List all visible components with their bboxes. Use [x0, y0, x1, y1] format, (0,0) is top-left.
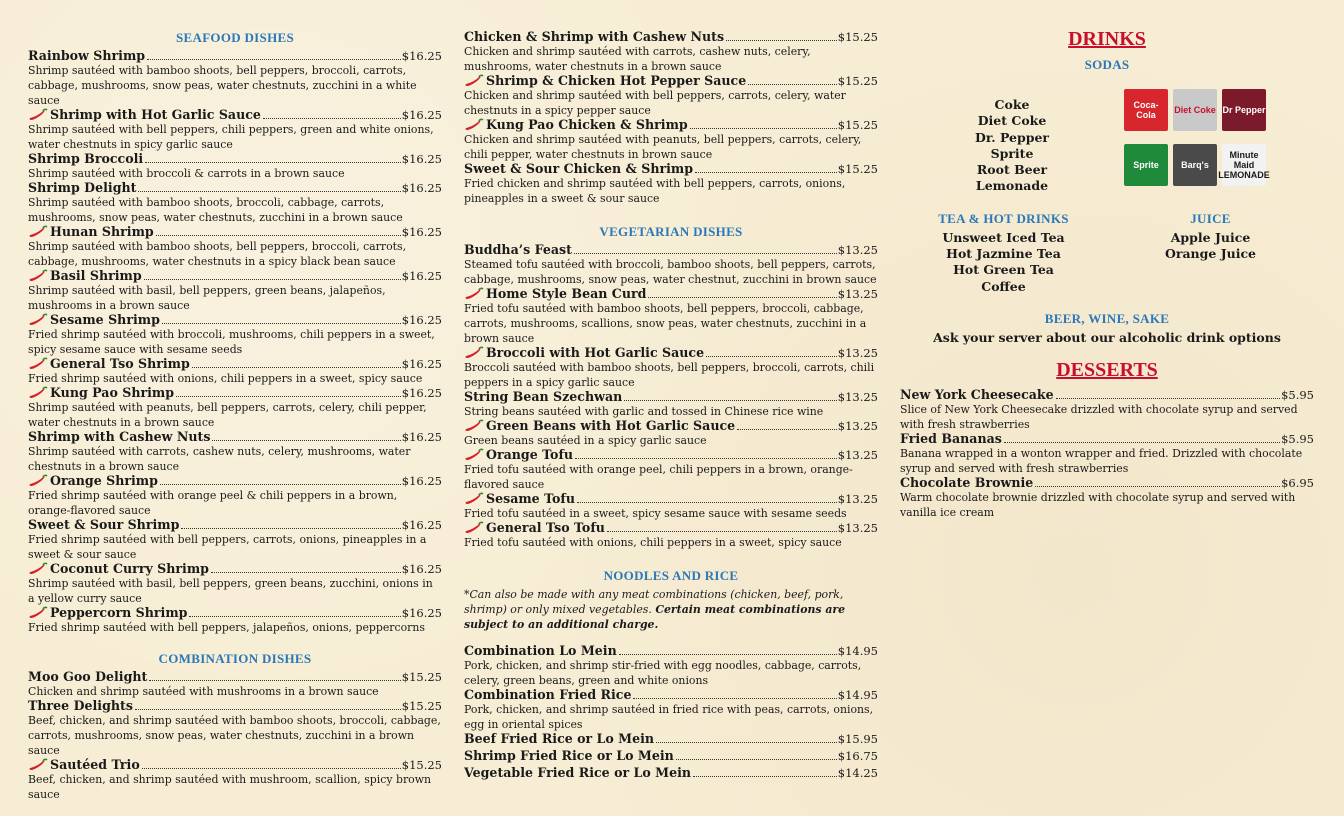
noodles-note	[464, 587, 878, 632]
menu-item-line	[28, 181, 442, 195]
chili-pepper-icon	[28, 386, 48, 400]
chili-pepper-icon	[28, 108, 48, 122]
menu-item-line	[28, 386, 442, 400]
dr-pepper-logo: Dr Pepper	[1222, 89, 1266, 131]
menu-item	[28, 562, 442, 606]
menu-item-description: Fried shrimp sautéed with bell peppers, carrots, onions, pineapples in a sweet & sour sauce	[28, 533, 427, 561]
menu-item-price: $15.25	[837, 74, 878, 88]
menu-item-price: $16.25	[401, 357, 442, 371]
menu-item-description: Pork, chicken, and shrimp stir-fried with egg noodles, cabbage, carrots, celery, green beans, green and white onions	[464, 659, 862, 687]
menu-item-description: Fried tofu sautéed in a sweet, spicy sesame sauce with sesame seeds	[464, 507, 847, 520]
dot-leader	[212, 440, 400, 441]
chili-pepper-icon	[464, 492, 484, 506]
menu-item-description: Shrimp sautéed with bamboo shoots, broccoli, cabbage, carrots, mushrooms, snow peas, water chestnuts, zucchini in a brown sauce	[28, 196, 403, 224]
menu-item-name: Broccoli with Hot Garlic Sauce	[486, 345, 705, 360]
seafood-list	[28, 49, 442, 635]
juice-title: JUICE	[1190, 210, 1231, 226]
menu-item-description: Steamed tofu sautéed with broccoli, bamboo shoots, bell peppers, carrots, cabbage, mushrooms, snow peas, water chestnut, zucchini in brown sauce	[464, 258, 877, 286]
menu-item-price: $13.25	[837, 346, 878, 360]
drinks-title: DRINKS	[1068, 28, 1146, 50]
dot-leader	[633, 698, 836, 699]
menu-item-name: Basil Shrimp	[50, 268, 142, 283]
menu-item-line	[464, 492, 878, 506]
menu-item	[464, 419, 878, 448]
menu-item-name: Moo Goo Delight	[28, 669, 148, 684]
menu-item-line	[28, 357, 442, 371]
menu-item-name: Kung Pao Chicken & Shrimp	[486, 117, 688, 132]
menu-item	[900, 388, 1314, 432]
menu-item-name: Rainbow Shrimp	[28, 48, 146, 63]
beer-note: Ask your server about our alcoholic drink options	[933, 329, 1281, 345]
menu-item	[464, 766, 878, 780]
menu-item-price: $16.75	[837, 749, 878, 763]
dot-leader	[624, 400, 836, 401]
menu-item-line	[464, 732, 878, 746]
chili-pepper-icon	[28, 225, 48, 239]
menu-item-line	[464, 162, 878, 176]
combination-section-title: COMBINATION DISHES	[158, 651, 312, 666]
menu-item	[28, 108, 442, 152]
menu-item-description: Shrimp sautéed with basil, bell peppers, green beans, jalapeños, mushrooms in a brown sauce	[28, 284, 386, 312]
dot-leader	[149, 680, 400, 681]
menu-item-description: Slice of New York Cheesecake drizzled with chocolate syrup and served with fresh strawberries	[900, 402, 1298, 431]
menu-item-description: Fried shrimp sautéed with orange peel & chili peppers in a brown, orange-flavored sauce	[28, 489, 398, 517]
dot-leader	[574, 253, 837, 254]
menu-item-description: Broccoli sautéed with bamboo shoots, bell peppers, broccoli, carrots, chili peppers in a spicy garlic sauce	[464, 361, 875, 389]
menu-item-price: $5.95	[1281, 431, 1314, 446]
chili-pepper-icon	[28, 313, 48, 327]
menu-item-name: Chocolate Brownie	[900, 474, 1034, 490]
menu-item-description: Fried tofu sautéed with orange peel, chili peppers in a brown, orange-flavored sauce	[464, 463, 853, 491]
dot-leader	[181, 528, 400, 529]
menu-item	[28, 670, 442, 699]
menu-item	[28, 758, 442, 802]
menu-item-price: $15.25	[837, 30, 878, 44]
noodles-section-title: NOODLES AND RICE	[603, 568, 739, 583]
menu-item	[28, 49, 442, 108]
noodles-note-italic: *Can also be made with any meat combinations (chicken, beef, pork, shrimp) or only mixed vegetables.	[464, 588, 844, 616]
minute-maid-logo: Minute Maid LEMONADE	[1222, 144, 1266, 186]
tea-juice-row	[900, 209, 1314, 295]
menu-item-description: Shrimp sautéed with bell peppers, chili peppers, green and white onions, water chestnuts in spicy garlic sauce	[28, 123, 434, 151]
menu-item-description: Fried shrimp sautéed with broccoli, mushrooms, chili peppers in a sweet, spicy sesame sauce with sesame seeds	[28, 328, 435, 356]
menu-item-description: Pork, chicken, and shrimp sautéed in fried rice with peas, carrots, onions, egg in oriental spices	[464, 703, 874, 731]
menu-item-description: Shrimp sautéed with carrots, cashew nuts, celery, mushrooms, water chestnuts in a brown sauce	[28, 445, 411, 473]
menu-item-name: Hunan Shrimp	[50, 224, 154, 239]
diet-coke-logo: Diet Coke	[1173, 89, 1217, 131]
chili-pepper-icon	[464, 74, 484, 88]
menu-item	[464, 118, 878, 162]
tea-block	[900, 209, 1107, 295]
menu-item	[464, 243, 878, 287]
menu-item-name: New York Cheesecake	[900, 386, 1054, 402]
drink-item: Root Beer	[976, 162, 1048, 178]
menu-item-line	[28, 606, 442, 620]
menu-item-description: Fried tofu sautéed with bamboo shoots, bell peppers, broccoli, cabbage, carrots, mushrooms, scallions, snow peas, water chestnuts, zucchini in a brown sauce	[464, 302, 867, 345]
drink-item: Lemonade	[975, 178, 1049, 194]
dot-leader	[189, 616, 400, 617]
menu-item-price: $6.95	[1281, 475, 1314, 490]
menu-item-line	[464, 688, 878, 702]
menu-item-price: $13.25	[837, 492, 878, 506]
dot-leader	[142, 768, 401, 769]
menu-item-line	[900, 476, 1314, 490]
menu-item	[464, 346, 878, 390]
menu-item	[28, 606, 442, 635]
menu-item-line	[464, 243, 878, 257]
menu-item-price: $15.95	[837, 732, 878, 746]
menu-item-line	[28, 108, 442, 122]
chili-pepper-icon	[28, 606, 48, 620]
menu-item-price: $16.25	[401, 108, 442, 122]
menu-item-description: Beef, chicken, and shrimp sautéed with bamboo shoots, broccoli, cabbage, carrots, mushrooms, snow peas, water chestnuts, zucchini in a brown sauce	[28, 714, 441, 757]
menu-item-line	[28, 225, 442, 239]
dot-leader	[156, 235, 401, 236]
menu-item-description: Fried shrimp sautéed with onions, chili peppers in a sweet, spicy sauce	[28, 372, 423, 385]
menu-item	[464, 30, 878, 74]
drink-item: Orange Juice	[1164, 246, 1257, 262]
menu-item-line	[464, 766, 878, 780]
dot-leader	[693, 776, 837, 777]
chili-pepper-icon	[28, 474, 48, 488]
menu-item-name: Vegetable Fried Rice or Lo Mein	[464, 765, 692, 780]
menu-item	[464, 287, 878, 346]
menu-item	[464, 492, 878, 521]
menu-item	[28, 386, 442, 430]
dot-leader	[144, 279, 401, 280]
juice-block	[1107, 209, 1314, 295]
menu-item-description: Fried chicken and shrimp sautéed with bell peppers, carrots, onions, pineapples in a sweet & sour sauce	[464, 177, 846, 205]
dot-leader	[162, 323, 401, 324]
menu-item-line	[900, 388, 1314, 402]
dot-leader	[648, 297, 836, 298]
menu-item-name: Shrimp & Chicken Hot Pepper Sauce	[486, 73, 747, 88]
menu-item-line	[28, 49, 442, 63]
menu-item-price: $16.25	[401, 386, 442, 400]
menu-item-name: Coconut Curry Shrimp	[50, 561, 209, 576]
tea-title: TEA & HOT DRINKS	[938, 210, 1069, 226]
chili-pepper-icon	[464, 419, 484, 433]
dot-leader	[147, 59, 401, 60]
juice-list	[1107, 230, 1314, 263]
menu-item-description: Green beans sautéed in a spicy garlic sauce	[464, 434, 707, 447]
menu-item-line	[464, 448, 878, 462]
menu-item-line	[464, 30, 878, 44]
dot-leader	[607, 531, 837, 532]
menu-item-price: $14.95	[837, 688, 878, 702]
menu-item-name: Beef Fried Rice or Lo Mein	[464, 731, 655, 746]
dot-leader	[135, 709, 401, 710]
combination-list	[28, 670, 442, 802]
dot-leader	[1035, 486, 1280, 487]
menu-item-line	[28, 670, 442, 684]
menu-item-name: String Bean Szechwan	[464, 389, 623, 404]
menu-item-price: $14.25	[837, 766, 878, 780]
sodas-row	[900, 83, 1314, 195]
menu-item-price: $13.25	[837, 390, 878, 404]
menu-item-name: Green Beans with Hot Garlic Sauce	[486, 418, 736, 433]
menu-item-description: Warm chocolate brownie drizzled with chocolate syrup and served with vanilla ice cream	[900, 490, 1296, 519]
menu-item-line	[464, 749, 878, 763]
menu-item-price: $13.25	[837, 243, 878, 257]
noodles-note-bold: Certain meat combinations are subject to an additional charge.	[464, 603, 846, 631]
dot-leader	[192, 367, 401, 368]
menu-item-price: $16.25	[401, 49, 442, 63]
menu-item	[464, 162, 878, 206]
vegetarian-section-title: VEGETARIAN DISHES	[599, 224, 743, 239]
chili-pepper-icon	[28, 562, 48, 576]
menu-item-name: Sesame Tofu	[486, 491, 575, 506]
menu-item-line	[464, 521, 878, 535]
menu-item-description: Shrimp sautéed with peanuts, bell peppers, carrots, celery, chili pepper, water chestnuts in a brown sauce	[28, 401, 427, 429]
menu-item-line	[464, 118, 878, 132]
drink-item: Diet Coke	[977, 113, 1047, 129]
dot-leader	[145, 162, 401, 163]
seafood-section-title: SEAFOOD DISHES	[176, 30, 294, 45]
dot-leader	[748, 84, 837, 85]
drink-item: Coffee	[981, 278, 1026, 294]
dot-leader	[1004, 442, 1280, 443]
menu-item-name: Kung Pao Shrimp	[50, 385, 175, 400]
menu-item-line	[464, 74, 878, 88]
menu-item-description: Banana wrapped in a wonton wrapper and fried. Drizzled with chocolate syrup and served with fresh strawberries	[900, 446, 1303, 475]
menu-item	[464, 390, 878, 419]
menu-item-name: Combination Fried Rice	[464, 687, 632, 702]
menu-item-name: Buddha’s Feast	[464, 242, 572, 257]
menu-item-name: Three Delights	[28, 698, 133, 713]
vegetarian-list	[464, 243, 878, 550]
menu-item-name: Shrimp Broccoli	[28, 151, 144, 166]
chili-pepper-icon	[28, 357, 48, 371]
chili-pepper-icon	[28, 269, 48, 283]
dot-leader	[575, 458, 837, 459]
menu-item-price: $16.25	[401, 474, 442, 488]
drink-item: Sprite	[990, 145, 1034, 161]
tea-list	[900, 230, 1107, 295]
chili-pepper-icon	[464, 346, 484, 360]
menu-item-description: Shrimp sautéed with bamboo shoots, bell peppers, broccoli, carrots, cabbage, mushrooms, snow peas, water chestnuts, zucchini in a white sauce	[28, 64, 417, 107]
menu-item-name: Shrimp with Cashew Nuts	[28, 429, 211, 444]
menu-item-price: $15.25	[837, 162, 878, 176]
chili-pepper-icon	[464, 287, 484, 301]
menu-item	[464, 74, 878, 118]
menu-item-description: Beef, chicken, and shrimp sautéed with mushroom, scallion, spicy brown sauce	[28, 773, 432, 801]
menu-item	[464, 732, 878, 746]
menu-item-price: $5.95	[1281, 387, 1314, 402]
soda-list	[900, 83, 1124, 195]
menu-item-price: $16.25	[401, 225, 442, 239]
menu-item-price: $13.25	[837, 287, 878, 301]
menu-item-description: Chicken and shrimp sautéed with carrots, cashew nuts, celery, mushrooms, water chestnuts in a brown sauce	[464, 45, 811, 73]
menu-item	[464, 521, 878, 550]
dot-leader	[656, 742, 837, 743]
menu-item	[900, 476, 1314, 520]
dot-leader	[695, 172, 837, 173]
drink-item: Hot Green Tea	[953, 262, 1054, 278]
dot-leader	[690, 128, 837, 129]
menu-item-price: $13.25	[837, 521, 878, 535]
menu-item	[28, 518, 442, 562]
menu-item	[464, 688, 878, 732]
menu-item	[464, 749, 878, 763]
menu-item-description: Fried tofu sautéed with onions, chili peppers in a sweet, spicy sauce	[464, 536, 842, 549]
menu-item-name: Shrimp Delight	[28, 180, 137, 195]
menu-item-description: Shrimp sautéed with bamboo shoots, bell peppers, broccoli, carrots, cabbage, mushrooms, water chestnuts in a spicy black bean sauce	[28, 240, 407, 268]
menu-item-price: $16.25	[401, 181, 442, 195]
menu-item-description: Shrimp sautéed with broccoli & carrots in a brown sauce	[28, 167, 345, 180]
chili-pepper-icon	[464, 118, 484, 132]
menu-item-price: $16.25	[401, 313, 442, 327]
menu-item-name: Peppercorn Shrimp	[50, 605, 188, 620]
dot-leader	[160, 484, 401, 485]
chili-pepper-icon	[464, 448, 484, 462]
menu-item-description: Chicken and shrimp sautéed with peanuts, bell peppers, carrots, celery, chili pepper, water chestnuts in brown sauce	[464, 133, 862, 161]
dot-leader	[619, 654, 837, 655]
coca-cola-logo: Coca-Cola	[1124, 89, 1168, 131]
menu-item-price: $16.25	[401, 518, 442, 532]
drink-item: Dr. Pepper	[974, 129, 1050, 145]
menu-item-line	[28, 269, 442, 283]
menu-item	[28, 357, 442, 386]
menu-item-name: Sweet & Sour Chicken & Shrimp	[464, 161, 694, 176]
menu-item-price: $16.25	[401, 562, 442, 576]
menu-item-price: $13.25	[837, 419, 878, 433]
menu-item-price: $16.25	[401, 606, 442, 620]
barqs-logo: Barq's	[1173, 144, 1217, 186]
menu-item-name: Chicken & Shrimp with Cashew Nuts	[464, 29, 725, 44]
menu-item-name: Combination Lo Mein	[464, 643, 617, 658]
menu-item	[28, 225, 442, 269]
dot-leader	[737, 429, 837, 430]
menu-item-price: $15.25	[837, 118, 878, 132]
menu-item-line	[28, 313, 442, 327]
menu-item-name: Orange Tofu	[486, 447, 574, 462]
menu-item-price: $14.95	[837, 644, 878, 658]
menu-item-line	[28, 699, 442, 713]
chili-pepper-icon	[28, 758, 48, 772]
menu-item-name: Shrimp Fried Rice or Lo Mein	[464, 748, 674, 763]
menu-item-line	[28, 562, 442, 576]
menu-item	[464, 448, 878, 492]
dot-leader	[726, 40, 837, 41]
menu-item-line	[28, 152, 442, 166]
menu-item-line	[464, 390, 878, 404]
menu-item	[28, 474, 442, 518]
menu-item-line	[464, 287, 878, 301]
menu-item-name: Sesame Shrimp	[50, 312, 160, 327]
menu-item-name: General Tso Shrimp	[50, 356, 190, 371]
menu-item	[28, 699, 442, 758]
menu-item-line	[464, 644, 878, 658]
sprite-logo: Sprite	[1124, 144, 1168, 186]
menu-item	[28, 181, 442, 225]
menu-item-description: Chicken and shrimp sautéed with bell peppers, carrots, celery, water chestnuts in a spicy pepper sauce	[464, 89, 846, 117]
menu-item-price: $15.25	[401, 699, 442, 713]
soda-logos	[1124, 83, 1270, 195]
menu-item	[28, 313, 442, 357]
menu-item-name: Orange Shrimp	[50, 473, 158, 488]
drink-item: Coke	[994, 97, 1030, 112]
menu-item-description: String beans sautéed with garlic and tossed in Chinese rice wine	[464, 405, 824, 418]
menu-item-name: General Tso Tofu	[486, 520, 605, 535]
dot-leader	[263, 118, 401, 119]
noodles-list	[464, 644, 878, 780]
menu-item-line	[28, 758, 442, 772]
menu-item-price: $16.25	[401, 269, 442, 283]
dot-leader	[138, 191, 400, 192]
menu-item-price: $15.25	[401, 670, 442, 684]
menu-item-line	[900, 432, 1314, 446]
menu-item-price: $15.25	[401, 758, 442, 772]
beer-title: BEER, WINE, SAKE	[1044, 310, 1170, 326]
menu-item-line	[28, 430, 442, 444]
drink-item: Hot Jazmine Tea	[946, 246, 1061, 262]
dot-leader	[1056, 398, 1280, 399]
sodas-title: SODAS	[1084, 57, 1130, 72]
menu-item-name: Sweet & Sour Shrimp	[28, 517, 180, 532]
menu-column-middle	[464, 28, 878, 783]
menu-item	[28, 430, 442, 474]
desserts-title: DESSERTS	[1056, 358, 1158, 381]
menu-item	[900, 432, 1314, 476]
menu-item	[28, 152, 442, 181]
menu-item-name: Sautéed Trio	[50, 757, 140, 772]
dot-leader	[676, 759, 837, 760]
menu-column-right	[900, 28, 1314, 520]
menu-item	[28, 269, 442, 313]
dot-leader	[211, 572, 401, 573]
chili-pepper-icon	[464, 521, 484, 535]
menu-item-description: Fried shrimp sautéed with bell peppers, jalapeños, onions, peppercorns	[28, 621, 425, 634]
menu-item-line	[464, 419, 878, 433]
dot-leader	[706, 356, 837, 357]
menu-item-price: $13.25	[837, 448, 878, 462]
menu-item-line	[28, 518, 442, 532]
drink-item: Unsweet Iced Tea	[942, 229, 1065, 245]
menu-item-name: Home Style Bean Curd	[486, 286, 647, 301]
dot-leader	[577, 502, 837, 503]
menu-item-name: Fried Bananas	[900, 430, 1002, 446]
menu-item-name: Shrimp with Hot Garlic Sauce	[50, 107, 261, 122]
desserts-list	[900, 388, 1314, 520]
menu-column-left	[28, 28, 442, 802]
menu-item-line	[28, 474, 442, 488]
drink-item: Apple Juice	[1170, 229, 1251, 245]
menu-item	[464, 644, 878, 688]
menu-item-line	[464, 346, 878, 360]
combination-more-list	[464, 30, 878, 206]
menu-item-description: Chicken and shrimp sautéed with mushrooms in a brown sauce	[28, 685, 379, 698]
menu-item-price: $16.25	[401, 430, 442, 444]
menu-item-description: Shrimp sautéed with basil, bell peppers, green beans, zucchini, onions in a yellow curry sauce	[28, 577, 433, 605]
dot-leader	[176, 396, 401, 397]
menu-item-price: $16.25	[401, 152, 442, 166]
